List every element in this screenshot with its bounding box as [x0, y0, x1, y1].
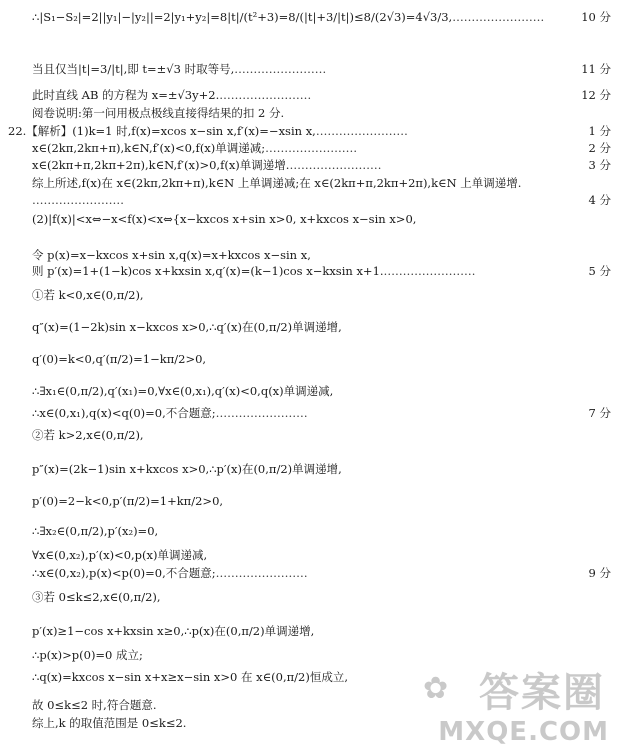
line-text: 则 p′(x)=1+(1−k)cos x+kxsin x,q′(x)=(k−1)cos x−kxsin x+1.	[32, 264, 384, 278]
solution-line	[32, 264, 611, 278]
solution-line	[32, 320, 611, 334]
solution-line	[32, 248, 611, 262]
solution-line	[32, 88, 611, 102]
solution-line	[32, 158, 611, 172]
line-text: ∴q(x)=kxcos x−sin x+x≥x−sin x>0 在 x∈(0,π/2)恒成立,	[32, 670, 349, 684]
solution-line	[32, 141, 611, 155]
solution-line	[32, 590, 611, 604]
score-label: 7 分	[588, 406, 611, 420]
leader-dots: ……………………	[234, 62, 327, 76]
score-label: 3 分	[588, 158, 611, 172]
solution-line	[32, 566, 611, 580]
line-text: ∴p(x)>p(0)=0 成立;	[32, 648, 143, 662]
line-text: p″(x)=(2k−1)sin x+kxcos x>0,∴p′(x)在(0,π/2)单调递增,	[32, 462, 342, 476]
leader-dots: ……………………	[32, 193, 124, 207]
watermark-text-cn: 答案圈	[479, 670, 605, 716]
leader-dots: ……………………	[289, 158, 382, 172]
score-label: 1 分	[588, 124, 611, 138]
score-label: 5 分	[588, 264, 611, 278]
leader-dots: ……………………	[215, 406, 308, 420]
score-label: 10 分	[581, 10, 611, 24]
solution-line	[32, 406, 611, 420]
line-text: ∴x∈(0,x₁),q(x)<q(0)=0,不合题意;	[32, 406, 216, 420]
leader-dots: ……………………	[383, 264, 476, 278]
line-text: 阅卷说明:第一问用极点极线直接得结果的扣 2 分.	[32, 106, 285, 120]
leader-dots: ……………………	[315, 124, 408, 138]
solution-line	[32, 10, 611, 24]
solution-line	[32, 352, 611, 366]
line-text: q″(x)=(1−2k)sin x−kxcos x>0,∴q′(x)在(0,π/2)单调递增,	[32, 320, 342, 334]
line-text: 综上所述,f(x)在 x∈(2kπ,2kπ+π),k∈N 上单调递减;在 x∈(2kπ+π,2kπ+2π),k∈N 上单调递增.	[32, 176, 522, 190]
solution-line	[32, 212, 611, 226]
solution-line	[32, 384, 611, 398]
line-text: ∴∃x₂∈(0,π/2),p′(x₂)=0,	[32, 524, 159, 538]
score-label: 12 分	[581, 88, 611, 102]
watermark-logo-icon: ✿	[423, 671, 449, 706]
solution-line	[32, 624, 611, 638]
score-label: 9 分	[588, 566, 611, 580]
solution-line	[32, 176, 611, 190]
line-text: x∈(2kπ,2kπ+π),k∈N,f′(x)<0,f(x)单调递减;	[32, 141, 266, 155]
solution-line	[32, 288, 611, 302]
solution-line	[32, 62, 611, 76]
line-text: ∴x∈(0,x₂),p(x)<p(0)=0,不合题意;	[32, 566, 216, 580]
line-text: 令 p(x)=x−kxcos x+sin x,q(x)=x+kxcos x−sin x,	[32, 248, 311, 262]
score-label: 4 分	[588, 193, 611, 207]
line-text: 22.【解析】(1)k=1 时,f(x)=xcos x−sin x,f′(x)=−xsin x,	[8, 124, 316, 138]
watermark	[423, 661, 613, 747]
line-text: ③若 0≤k≤2,x∈(0,π/2),	[32, 590, 161, 604]
score-label: 2 分	[588, 141, 611, 155]
solution-line	[32, 494, 611, 508]
solution-line	[32, 524, 611, 538]
solution-line	[8, 124, 611, 138]
line-text: 故 0≤k≤2 时,符合题意.	[32, 698, 157, 712]
line-text: ∴∃x₁∈(0,π/2),q′(x₁)=0,∀x∈(0,x₁),q′(x)<0,q(x)单调递减,	[32, 384, 334, 398]
watermark-text-url: MXQE.COM	[438, 717, 609, 747]
line-text: 此时直线 AB 的方程为 x=±√3y+2.	[32, 88, 220, 102]
solution-line	[32, 548, 611, 562]
leader-dots: ……………………	[265, 141, 358, 155]
solution-line	[32, 462, 611, 476]
line-text: ①若 k<0,x∈(0,π/2),	[32, 288, 144, 302]
line-text: ∀x∈(0,x₂),p′(x)<0,p(x)单调递减,	[32, 548, 208, 562]
leader-dots: ……………………	[452, 10, 545, 24]
line-text: ②若 k>2,x∈(0,π/2),	[32, 428, 144, 442]
line-text: (2)|f(x)|<x⇔−x<f(x)<x⇔{x−kxcos x+sin x>0, x+kxcos x−sin x>0,	[32, 212, 417, 226]
line-text: ∴|S₁−S₂|=2||y₁|−|y₂||=2|y₁+y₂|=8|t|/(t²+3)=8/(|t|+3/|t|)≤8/(2√3)=4√3/3,	[32, 10, 453, 24]
solution-line	[32, 648, 611, 662]
line-text: x∈(2kπ+π,2kπ+2π),k∈N,f′(x)>0,f(x)单调递增.	[32, 158, 290, 172]
solution-line	[32, 428, 611, 442]
line-text: p′(x)≥1−cos x+kxsin x≥0,∴p(x)在(0,π/2)单调递增,	[32, 624, 315, 638]
score-label: 11 分	[581, 62, 611, 76]
solution-line	[32, 106, 611, 120]
leader-dots: ……………………	[219, 88, 312, 102]
leader-dots: ……………………	[215, 566, 308, 580]
line-text: p′(0)=2−k<0,p′(π/2)=1+kπ/2>0,	[32, 494, 224, 508]
line-text: 当且仅当|t|=3/|t|,即 t=±√3 时取等号,	[32, 62, 235, 76]
line-text: q′(0)=k<0,q′(π/2)=1−kπ/2>0,	[32, 352, 207, 366]
line-text: 综上,k 的取值范围是 0≤k≤2.	[32, 716, 187, 730]
solution-line	[32, 193, 611, 207]
